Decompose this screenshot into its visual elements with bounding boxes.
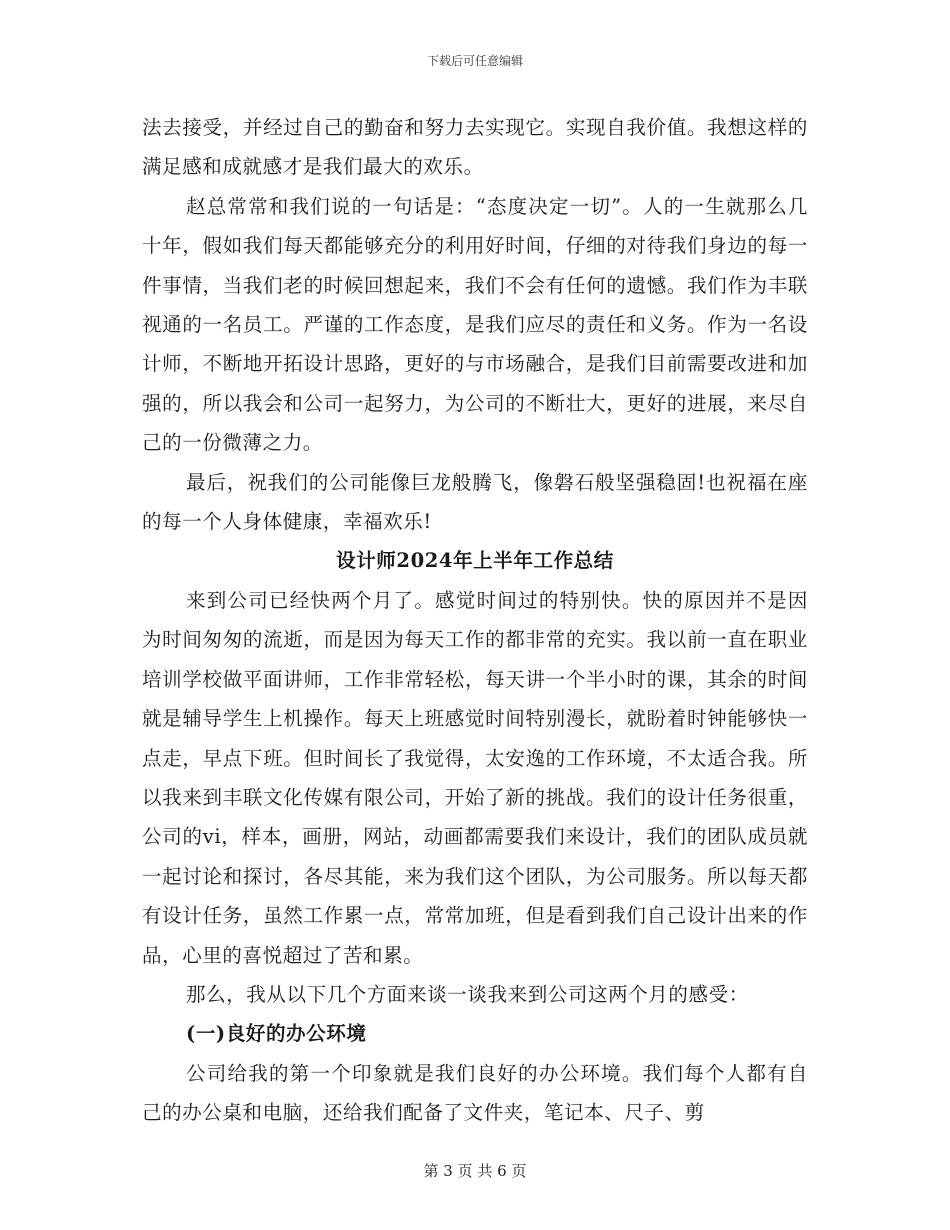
paragraph-attitude: 赵总常常和我们说的一句话是：“态度决定一切”。人的一生就那么几十年，假如我们每天都能够充分的利用好时间，仔细的对待我们身边的每一件事情，当我们老的时候回想起来，我们不会有任何的遗憾。我们作为丰联视通的一名员工。严谨的工作态度，是我们应尽的责任和义务。作为一名设计师，不断地开拓设计思路，更好的与市场融合，是我们目前需要改进和加强的，所以我会和公司一起努力，为公司的不断壮大，更好的进展，来尽自己的一份微薄之力。 (142, 194, 808, 455)
paragraph-closing-wishes: 最后，祝我们的公司能像巨龙般腾飞，像磐石般坚强稳固!也祝福在座的每一个人身体健康，幸福欢乐! (142, 470, 808, 534)
section-heading-office-environment: (一)良好的办公环境 (186, 1022, 367, 1046)
paragraph-aspects: 那么，我从以下几个方面来谈一谈我来到公司这两个月的感受： (186, 982, 749, 1006)
page-number-footer: 第 3 页 共 6 页 (423, 1162, 527, 1180)
paragraph-office-environment: 公司给我的第一个印象就是我们良好的办公环境。我们每个人都有自己的办公桌和电脑，还给我们配备了文件夹，笔记本、尺子、剪 (142, 1061, 808, 1125)
header-note: 下载后可任意编辑 (426, 54, 523, 68)
document-body (142, 108, 808, 1133)
document-title: 设计师2024年上半年工作总结 (336, 549, 614, 573)
paragraph-intro: 来到公司已经快两个月了。感觉时间过的特别快。快的原因并不是因为时间匆匆的流逝，而是因为每天工作的都非常的充实。我以前一直在职业培训学校做平面讲师，工作非常轻松，每天讲一个半小时的课，其余的时间就是辅导学生上机操作。每天上班感觉时间特别漫长，就盼着时钟能够快一点走，早点下班。但时间长了我觉得，太安逸的工作环境，不太适合我。所以我来到丰联文化传媒有限公司，开始了新的挑战。我们的设计任务很重，公司的vi，样本，画册，网站，动画都需要我们来设计，我们的团队成员就一起讨论和探讨，各尽其能，来为我们这个团队，为公司服务。所以每天都有设计任务，虽然工作累一点，常常加班，但是看到我们自己设计出来的作品，心里的喜悦超过了苦和累。 (142, 588, 808, 967)
paragraph-continuation: 法去接受，并经过自己的勤奋和努力去实现它。实现自我价值。我想这样的满足感和成就感才是我们最大的欢乐。 (142, 116, 808, 179)
